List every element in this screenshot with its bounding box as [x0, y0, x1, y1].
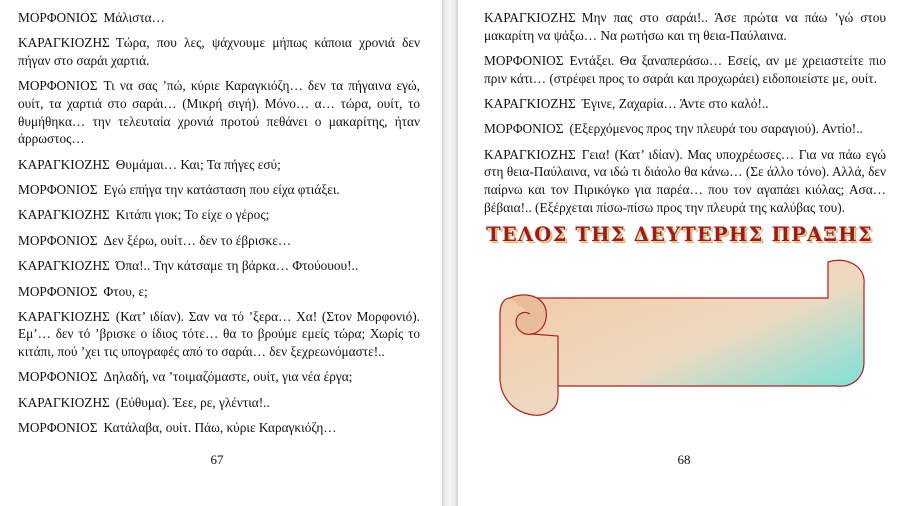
page-number: 68 [677, 452, 691, 467]
dialogue-paragraph [18, 206, 420, 224]
speaker-name: ΜΟΡΦΟΝΙΟΣ [484, 121, 564, 137]
speaker-name: ΜΟΡΦΟΝΙΟΣ [484, 52, 564, 68]
dialogue-text: Γεια! (Κατ’ ιδίαν). Μας υποχρέωσες… Για να πάω εγώ στη θεια-Παύλαινα, να ιδώ τι διάολο θα κάνω… (Σε άλλο τόνο). Αλλά, δεν παίρνω και τον Πιρικόγκο για παρέα… που τον αγαπάει κιόλας; Ασα… βέβαια!.. (Εξέρχεται πίσω-πίσω προς την πλευρά της καλύβας του). [484, 146, 886, 215]
speaker-name: ΚΑΡΑΓΚΙΟΖΗΣ [484, 10, 576, 25]
dialogue-paragraph [18, 9, 420, 27]
scroll-banner-image [498, 256, 868, 416]
dialogue-text: Εγώ επήγα την κατάσταση που είχα φτιάξει. [103, 181, 340, 197]
left-text-column [18, 9, 420, 445]
dialogue-paragraph [18, 77, 420, 147]
page-number: 67 [210, 452, 224, 467]
end-of-act-title: ΤΕΛΟΣ ΤΗΣ ΔΕΥΤΕΡΗΣ ΠΡΑΞΗΣ [486, 223, 873, 246]
dialogue-text: Τι να σας ’πώ, κύριε Καραγκιόζη… δεν τα πήγαινα εγώ, ουίτ, τα χαρτιά στο σαράι… (Μικρή σιγή). Μόνο… α… τώρα, ουίτ, το θυμήθηκα… την τελευταία χρονιά προτού πεθάνει ο μακαρίτης, ήταν άρρωστος… [18, 78, 420, 147]
dialogue-text: Εντάξει. Θα ξαναπεράσω… Εσείς, αν με χρειαστείτε πιο πριν κάτι… (στρέφει προς το σαράι και προχωράει) ειδοποιείστε με, ουίτ. [484, 52, 886, 86]
right-text-column [484, 9, 886, 224]
dialogue-paragraph [484, 95, 886, 113]
dialogue-paragraph [18, 156, 420, 174]
right-page [458, 0, 901, 506]
speaker-name: ΚΑΡΑΓΚΙΟΖΗΣ [18, 207, 110, 223]
speaker-name: ΚΑΡΑΓΚΙΟΖΗΣ [18, 308, 110, 324]
dialogue-text: (Κατ’ ιδίαν). Σαν να τό ’ξερα… Χα! (Στον Μορφονιό). Εμ’… δεν τό ’βρισκε ο ίδιος τότε… θα το βρούμε εμείς τώρα; Χωρίς το κιτάπι, πού ’χει τις υπογραφές από το σαράι… δεν ξεχρεωνόμαστε!.. [18, 308, 420, 360]
dialogue-paragraph [18, 394, 420, 412]
page-gutter [442, 0, 458, 506]
dialogue-paragraph [18, 232, 420, 250]
speaker-name: ΚΑΡΑΓΚΙΟΖΗΣ [484, 95, 576, 111]
dialogue-paragraph [18, 368, 420, 386]
dialogue-text: Μην πας στο σαράι!.. Άσε πρώτα να πάω ’γώ στου μακαρίτη να ψάξω… Να ρωτήσω και τη θεια-Παύλαινα. [484, 10, 886, 43]
dialogue-paragraph [18, 308, 420, 361]
speaker-name: ΚΑΡΑΓΚΙΟΖΗΣ [18, 156, 110, 172]
speaker-name: ΚΑΡΑΓΚΙΟΖΗΣ [18, 258, 110, 274]
dialogue-text: Κιτάπι γιοκ; Το είχε ο γέρος; [115, 207, 270, 223]
dialogue-text: Κατάλαβα, ουίτ. Πάω, κύριε Καραγκιόζη… [103, 420, 337, 436]
dialogue-text: Δηλαδή, να ’τοιμαζόμαστε, ουίτ, για νέα έργα; [103, 369, 353, 385]
left-page [0, 0, 442, 506]
dialogue-text: Θυμάμαι… Και; Τα πήγες εσύ; [115, 156, 281, 172]
speaker-name: ΜΟΡΦΟΝΙΟΣ [18, 283, 98, 299]
dialogue-text: Όπα!.. Την κάτσαμε τη βάρκα… Φτούουου!.. [115, 258, 359, 274]
dialogue-paragraph [18, 419, 420, 437]
dialogue-text: Δεν ξέρω, ουίτ… δεν το έβρισκε… [103, 232, 292, 248]
dialogue-paragraph [484, 146, 886, 216]
dialogue-text: Τώρα, που λες, ψάχνουμε μήπως κάποια χρονιά δεν πήγαν στο σαράι χαρτιά. [18, 35, 420, 68]
speaker-name: ΚΑΡΑΓΚΙΟΖΗΣ [484, 146, 576, 162]
dialogue-paragraph [18, 34, 420, 69]
dialogue-paragraph [18, 257, 420, 275]
speaker-name: ΜΟΡΦΟΝΙΟΣ [18, 369, 98, 385]
dialogue-text: Έγινε, Ζαχαρία… Άντε στο καλό!.. [581, 95, 769, 111]
speaker-name: ΜΟΡΦΟΝΙΟΣ [18, 10, 98, 25]
dialogue-text: Φτου, ε; [103, 283, 148, 299]
dialogue-paragraph [18, 283, 420, 301]
speaker-name: ΚΑΡΑΓΚΙΟΖΗΣ [18, 394, 110, 410]
dialogue-paragraph [18, 181, 420, 199]
dialogue-paragraph [484, 9, 886, 44]
speaker-name: ΜΟΡΦΟΝΙΟΣ [18, 78, 98, 94]
speaker-name: ΜΟΡΦΟΝΙΟΣ [18, 181, 98, 197]
speaker-name: ΚΑΡΑΓΚΙΟΖΗΣ [18, 35, 110, 51]
scroll-body [500, 260, 864, 415]
speaker-name: ΜΟΡΦΟΝΙΟΣ [18, 232, 98, 248]
dialogue-paragraph [484, 52, 886, 87]
dialogue-text: (Εξερχόμενος προς την πλευρά του σαραγιού). Αντίο!.. [569, 121, 863, 137]
dialogue-paragraph [484, 120, 886, 138]
dialogue-text: (Εύθυμα). Έεε, ρε, γλέντια!.. [115, 394, 270, 410]
dialogue-text: Μάλιστα… [103, 10, 165, 25]
speaker-name: ΜΟΡΦΟΝΙΟΣ [18, 420, 98, 436]
